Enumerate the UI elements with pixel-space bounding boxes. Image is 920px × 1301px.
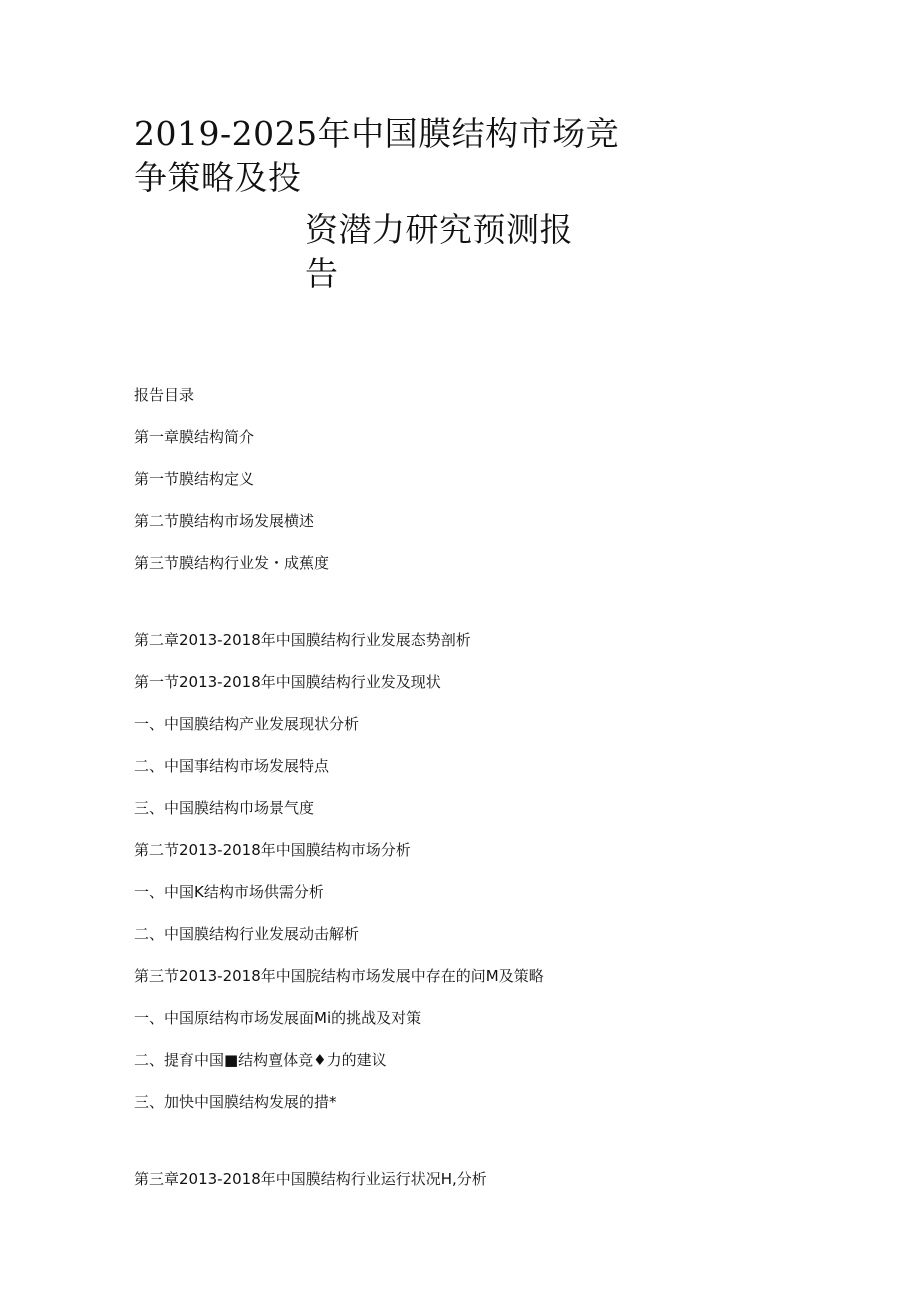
toc-entry: 第二节2013-2018年中国膜结构市场分析 [134,841,411,859]
toc-entry: 三、中国膜结构巾场景气度 [134,799,315,817]
toc-entry: 二、中国膜结构行业发展动击解析 [134,925,360,943]
toc-entry: 一、中国原结构市场发展面Mi的挑战及对策 [134,1009,422,1027]
toc-entry: 第三章2013-2018年中国膜结构行业运行状况H,分析 [134,1170,487,1188]
toc-heading: 报告目录 [134,386,195,404]
toc-entry: 三、加快中国膜结构发展的措* [134,1093,337,1111]
toc-entry: 第二章2013-2018年中国膜结构行业发展态势剖析 [134,631,471,649]
report-title-line-3: 资潜力研究预测报 [305,210,573,249]
toc-entry: 第三节2013-2018年中国脘结构市场发展中存在的问M及策略 [134,967,544,985]
toc-entry: 二、提育中国■结构亶体竞♦力的建议 [134,1051,387,1069]
report-title-line-2: 争策略及投 [134,158,302,197]
toc-entry: 一、中国K结构市场供需分析 [134,883,324,901]
toc-entry: 一、中国膜结构产业发展现状分析 [134,715,360,733]
toc-entry: 第一节2013-2018年中国膜结构行业发及现状 [134,673,441,691]
toc-entry: 二、中国事结构市场发展特点 [134,757,330,775]
report-title-line-1: 2019-2025年中国膜结构市场竞 [134,114,620,153]
toc-entry: 第一章膜结构简介 [134,428,255,446]
toc-entry: 第二节膜结构市场发展横述 [134,512,315,530]
toc-entry: 第一节膜结构定义 [134,470,255,488]
report-title-line-4: 告 [305,254,339,293]
toc-entry: 第三节膜结构行业发・成蕉度 [134,554,330,572]
